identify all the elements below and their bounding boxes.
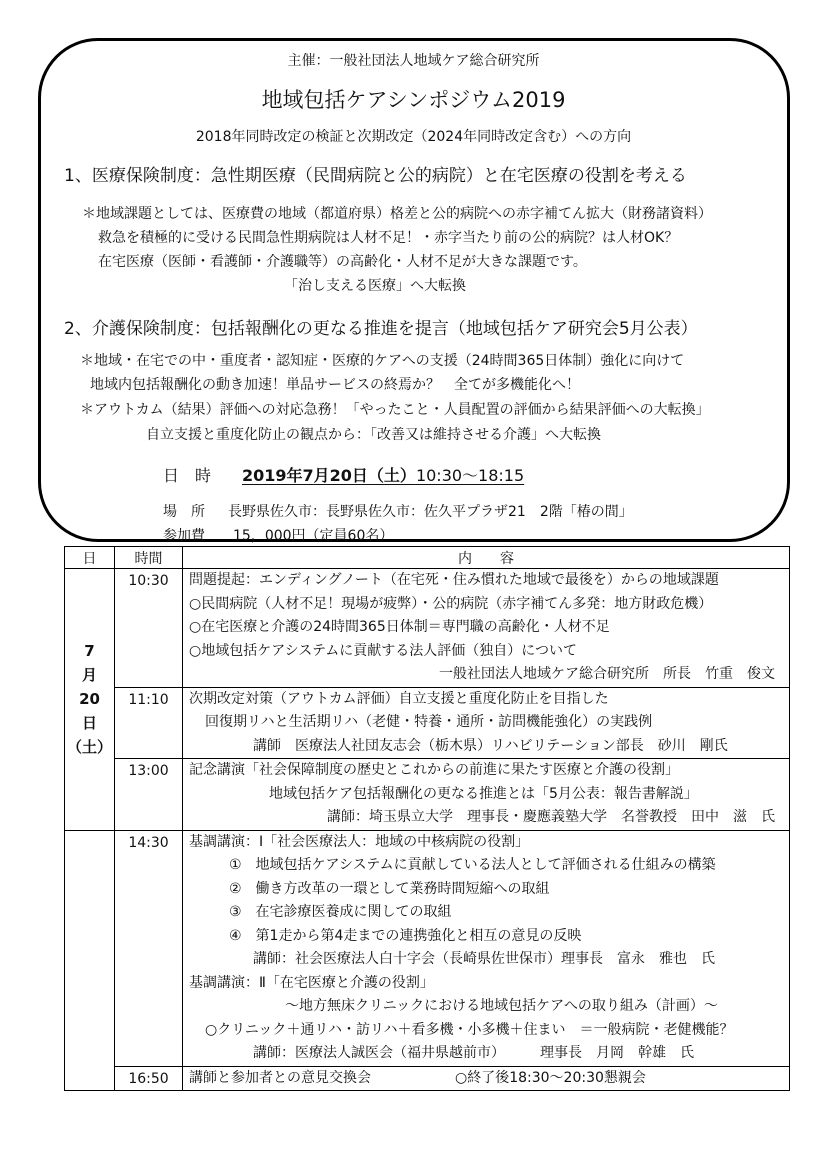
content-line: ○民間病院（人材不足！現場が疲弊）・公的病院（赤字補てん多発：地方財政危機）: [189, 595, 713, 612]
content-line: 講師：社会医療法人白十字会（長崎県佐世保市）理事長 富永 雅也 氏: [253, 951, 715, 967]
header-content: 内 容: [183, 547, 790, 569]
schedule-header-row: [65, 547, 790, 569]
section2-line: ＊地域・在宅での中・重度者・認知症・医療的ケアへの支援（24時間365日体制）強化に向けて: [80, 353, 685, 369]
time-cell: 11:10: [115, 687, 183, 759]
content-line: 講師：医療法人誠医会（福井県越前市） 理事長 月岡 幹雄 氏: [253, 1045, 694, 1061]
content-line: 地域包括ケア包括報酬化の更なる推進とは「5月公表：報告書解説」: [269, 785, 698, 802]
table-row: [65, 759, 790, 831]
section2-line: 自立支援と重度化防止の観点から：「改善又は維持させる介護」へ大転換: [146, 427, 601, 443]
table-row: [65, 1066, 790, 1091]
content-line: 問題提起：エンディングノート（在宅死・住み慣れた地域で最後を）からの地域課題: [189, 572, 719, 588]
section1-line: 「治し支える医療」へ大転換: [284, 278, 466, 294]
schedule-table: [64, 546, 790, 1091]
date-day: 2019年7月20日（土）: [242, 466, 416, 485]
content-line: 講師と参加者との意見交換会 ○終了後18:30～20:30懇親会: [189, 1069, 646, 1086]
content-line: ② 働き方改革の一環として業務時間短縮への取組: [229, 880, 550, 897]
date-value: [242, 463, 524, 486]
fee-value: 15，000円（定員60名）: [233, 528, 394, 544]
content-line: ○在宅医療と介護の24時間365日体制＝専門職の高齢化・人材不足: [189, 619, 610, 635]
content-cell: [183, 1066, 790, 1091]
content-cell: [183, 830, 790, 1066]
section2-line: ＊アウトカム（結果）評価への対応急務！「やったこと・人員配置の評価から結果評価への大転換」: [80, 402, 710, 418]
day-cell: [65, 569, 115, 831]
date-label: 日 時: [163, 466, 212, 485]
section2-line: 地域内包括報酬化の動き加速！単品サービスの終焉か？ 全てが多機能化へ！: [90, 377, 580, 393]
subtitle: 2018年同時改定の検証と次期改定（2024年同時改定含む）への方向: [195, 129, 632, 145]
section1-line: 救急を積極的に受ける民間急性期病院は人材不足！・赤字当たり前の公的病院？は人材OK？: [98, 230, 679, 246]
content-line: 次期改定対策（アウトカム評価）自立支援と重度化防止を目指した: [189, 690, 609, 707]
time-cell: 14:30: [115, 830, 183, 1066]
content-cell: [183, 569, 790, 688]
time-cell: 10:30: [115, 569, 183, 688]
day-label: 月: [81, 666, 97, 685]
content-line: 基調講演：Ⅰ「社会医療法人：地域の中核病院の役割」: [189, 833, 530, 850]
header-time: 時間: [115, 547, 183, 569]
content-line: 一般社団法人地域ケア総合研究所 所長 竹重 俊文: [439, 666, 775, 682]
section2-heading: 2、介護保険制度：包括報酬化の更なる推進を提言（地域包括ケア研究会5月公表）: [64, 319, 698, 339]
content-line: ○地域包括ケアシステムに貢献する法人評価（独自）について: [189, 642, 577, 659]
day-label: 20: [79, 690, 100, 709]
venue-value: 長野県佐久市：長野県佐久市：佐久平プラザ21 2階「椿の間」: [228, 504, 633, 520]
content-line: 記念講演「社会保障制度の歴史とこれからの前進に果たす医療と介護の役割」: [189, 762, 679, 778]
content-line: 講師：埼玉県立大学 理事長・慶應義塾大学 名誉教授 田中 滋 氏: [327, 809, 775, 825]
section1-line: ＊地域課題としては、医療費の地域（都道府県）格差と公的病院への赤字補てん拡大（財務諸資料）: [82, 206, 712, 222]
content-cell: [183, 687, 790, 759]
venue-label: 場 所: [163, 504, 205, 520]
content-line: ○クリニック＋通リハ・訪リハ＋看多機・小多機＋住まい ＝一般病院・老健機能？: [205, 1021, 734, 1038]
table-row: [65, 687, 790, 759]
day-label: 7: [84, 642, 95, 661]
content-cell: [183, 759, 790, 831]
time-cell: 16:50: [115, 1066, 183, 1091]
day-cell-empty: [65, 830, 115, 1091]
content-line: ① 地域包括ケアシステムに貢献している法人として評価される仕組みの構築: [229, 857, 716, 873]
section1-line: 在宅医療（医師・看護師・介護職等）の高齢化・人材不足が大きな課題です。: [98, 254, 587, 270]
time-cell: 13:00: [115, 759, 183, 831]
table-row: [65, 569, 790, 688]
header-day: 日: [65, 547, 115, 569]
page-title: 地域包括ケアシンポジウム2019: [261, 88, 566, 112]
content-line: 基調講演：Ⅱ「在宅医療と介護の役割」: [189, 974, 434, 991]
content-line: ～地方無床クリニックにおける地域包括ケアへの取り組み（計画）～: [285, 998, 718, 1014]
content-line: 講師 医療法人社団友志会（栃木県）リハビリテーション部長 砂川 剛氏: [253, 737, 728, 754]
organizer: 主催：一般社団法人地域ケア総合研究所: [287, 53, 540, 69]
section1-heading: 1、医療保険制度：急性期医療（民間病院と公的病院）と在宅医療の役割を考える: [64, 166, 687, 186]
table-row: [65, 830, 790, 1066]
content-line: ③ 在宅診療医養成に関しての取組: [229, 904, 452, 920]
day-label: 日: [81, 714, 97, 733]
content-line: 回復期リハと生活期リハ（老健・特養・通所・訪問機能強化）の実践例: [205, 714, 653, 730]
date-time: 10:30～18:15: [415, 466, 525, 485]
fee-label: 参加費: [163, 528, 205, 544]
day-label: （土）: [66, 738, 112, 757]
content-line: ④ 第1走から第4走までの連携強化と相互の意見の反映: [229, 927, 582, 944]
